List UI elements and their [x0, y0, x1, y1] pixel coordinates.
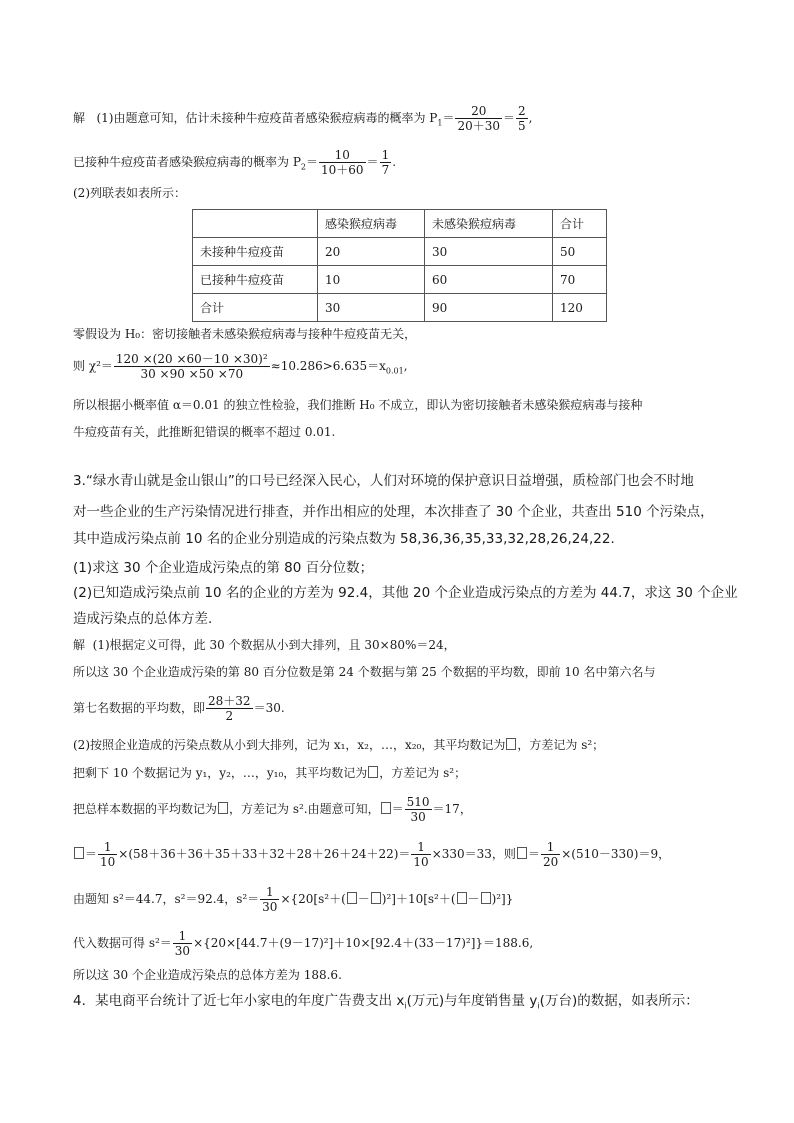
table-row: [193, 238, 607, 266]
table-row: [193, 294, 607, 322]
table-cell: 50: [553, 238, 607, 266]
z-bar-symbol: [218, 802, 228, 814]
table-row: [193, 266, 607, 294]
z-bar-symbol: [371, 892, 381, 904]
table-cell: 120: [553, 294, 607, 322]
table-cell: 未接种牛痘疫苗: [193, 238, 318, 266]
solution2-line1: 解 (1)由题意可知，估计未接种牛痘疫苗者感染猴痘病毒的概率为 $P_1=$ $\frac{20}{20+30}$ ＝ $\frac{2}{5}$ ,: [73, 104, 533, 133]
table-cell: 70: [553, 266, 607, 294]
table-cell: [193, 210, 318, 238]
fraction: $\frac{1}{20}$: [542, 840, 559, 869]
x-bar-symbol: [506, 738, 516, 750]
fraction: $\frac{1}{10}$: [413, 840, 429, 869]
conclusion-line2: 牛痘疫苗有关，此推断犯错误的概率不超过 0.01.: [73, 425, 336, 439]
fraction: $\frac{10}{10+60}$: [321, 148, 364, 177]
contingency-table: [192, 209, 607, 322]
solution3-line9: 代入数据可得 s²＝ $\frac{1}{30}$ ×{20×[44.7＋(9－17)²]＋10×[92.4＋(33－17)²]}＝188.6,: [73, 929, 534, 958]
table-header-row: [193, 210, 607, 238]
fraction: $\frac{28+32}{2}$: [208, 694, 251, 723]
table-cell: 20: [318, 238, 425, 266]
x-bar-symbol: [517, 847, 527, 859]
solution3-line10: 所以这 30 个企业造成污染点的总体方差为 188.6.: [73, 968, 342, 982]
hypothesis: 零假设为 H₀：密切接触者未感染猴痘病毒与接种牛痘疫苗无关，: [73, 327, 417, 341]
solution3-line3: 第七名数据的平均数，即 $\frac{28+32}{2}$ ＝30.: [73, 694, 285, 723]
z-bar-symbol: [381, 802, 391, 814]
table-cell: 未感染猴痘病毒: [425, 210, 553, 238]
fraction: $\frac{1}{10}$: [100, 840, 116, 869]
question3-part2b: 造成污染点的总体方差.: [73, 611, 213, 627]
solution3-line8: 由题知 s²＝44.7，s²＝92.4，s²＝ $\frac{1}{30}$ ×{20[s²＋( － )²]＋10[s²＋( － )²]}: [73, 885, 514, 914]
fraction: $\frac{1}{30}$: [262, 885, 278, 914]
solution3-line4: (2)按照企业造成的污染点数从小到大排列，记为 x₁，x₂，…，x₂₀，其平均数记为 ，方差记为 s²；: [73, 738, 605, 752]
y-bar-symbol: [74, 847, 84, 859]
table-cell: 90: [425, 294, 553, 322]
table-cell: 60: [425, 266, 553, 294]
table-cell: 30: [318, 294, 425, 322]
solution2-line2: 已接种牛痘疫苗者感染猴痘病毒的概率为 $P_2=$ $\frac{10}{10+60}$ ＝ $\frac{1}{7}$ .: [73, 148, 397, 177]
x-bar-symbol: [347, 892, 357, 904]
fraction: $\frac{2}{5}$: [518, 104, 526, 133]
fraction: $\frac{1}{30}$: [174, 929, 191, 958]
question3-part1: (1)求这 30 个企业造成污染点的第 80 百分位数；: [73, 560, 374, 576]
question3-line1: 3.“绿水青山就是金山银山”的口号已经深入民心，人们对环境的保护意识日益增强，质检部门也会不时地: [73, 473, 694, 489]
table-intro: (2)列联表如表所示：: [73, 186, 186, 200]
fraction: $\frac{20}{20+30}$: [457, 104, 501, 133]
chi-square-line: 则 χ²＝ $\frac{\text{120 ×(20 ×60－10 ×30)²}}{30 \times 90 \times 50 \times 70}$ $\approx 10.286>6.635=x_{0.01}$,: [73, 352, 408, 381]
solution3-line1: 解 (1)根据定义可得，此 30 个数据从小到大排列，且 30×80%＝24，: [73, 638, 456, 652]
table-cell: 合计: [553, 210, 607, 238]
table-cell: 感染猴痘病毒: [318, 210, 425, 238]
fraction: $\frac{\text{120 ×(20 ×60－10 ×30)²}}{30 \times 90 \times 50 \times 70}$: [115, 352, 268, 381]
solution3-line2: 所以这 30 个企业造成污染的第 80 百分位数是第 24 个数据与第 25 个数据的平均数，即前 10 名中第六名与: [73, 665, 656, 679]
question3-line2: 对一些企业的生产污染情况进行排查，并作出相应的处理，本次排查了 30 个企业，共查出 510 个污染点，: [73, 504, 714, 520]
fraction: $\frac{510}{30}$: [406, 795, 430, 824]
table-cell: 30: [425, 238, 553, 266]
y-bar-symbol: [368, 766, 378, 778]
conclusion-line1: 所以根据小概率值 α＝0.01 的独立性检验，我们推断 H₀ 不成立，即认为密切接触者未感染猴痘病毒与接种: [73, 398, 643, 412]
question4-line1: 4．某电商平台统计了近七年小家电的年度广告费支出 $x_i$(万元)与年度销售量 $y_i$(万台)的数据，如表所示：: [73, 993, 699, 1011]
question3-line3: 其中造成污染点前 10 名的企业分别造成的污染点数为 58,36,36,35,33,32,28,26,24,22.: [73, 531, 615, 547]
fraction: $\frac{1}{7}$: [381, 148, 390, 177]
question3-part2a: (2)已知造成污染点前 10 名的企业的方差为 92.4，其他 20 个企业造成污染点的方差为 44.7，求这 30 个企业: [73, 585, 738, 601]
y-bar-symbol: [457, 892, 467, 904]
solution3-line5: 把剩下 10 个数据记为 y₁，y₂，…，y₁₀，其平均数记为 ，方差记为 s²；: [73, 766, 467, 780]
table-cell: 10: [318, 266, 425, 294]
table-cell: 合计: [193, 294, 318, 322]
solution3-line6: 把总样本数据的平均数记为 ，方差记为 s².由题意可知， ＝ $\frac{510}{30}$ ＝17，: [73, 795, 472, 824]
z-bar-symbol: [481, 892, 491, 904]
table-cell: 已接种牛痘疫苗: [193, 266, 318, 294]
solution3-line7: ＝ $\frac{1}{10}$ ×(58＋36＋36＋35＋33＋32＋28＋26＋24＋22)＝ $\frac{1}{10}$ ×330＝33，则 ＝ $\frac{1}{20}$ ×(510－330)＝9，: [73, 840, 670, 869]
